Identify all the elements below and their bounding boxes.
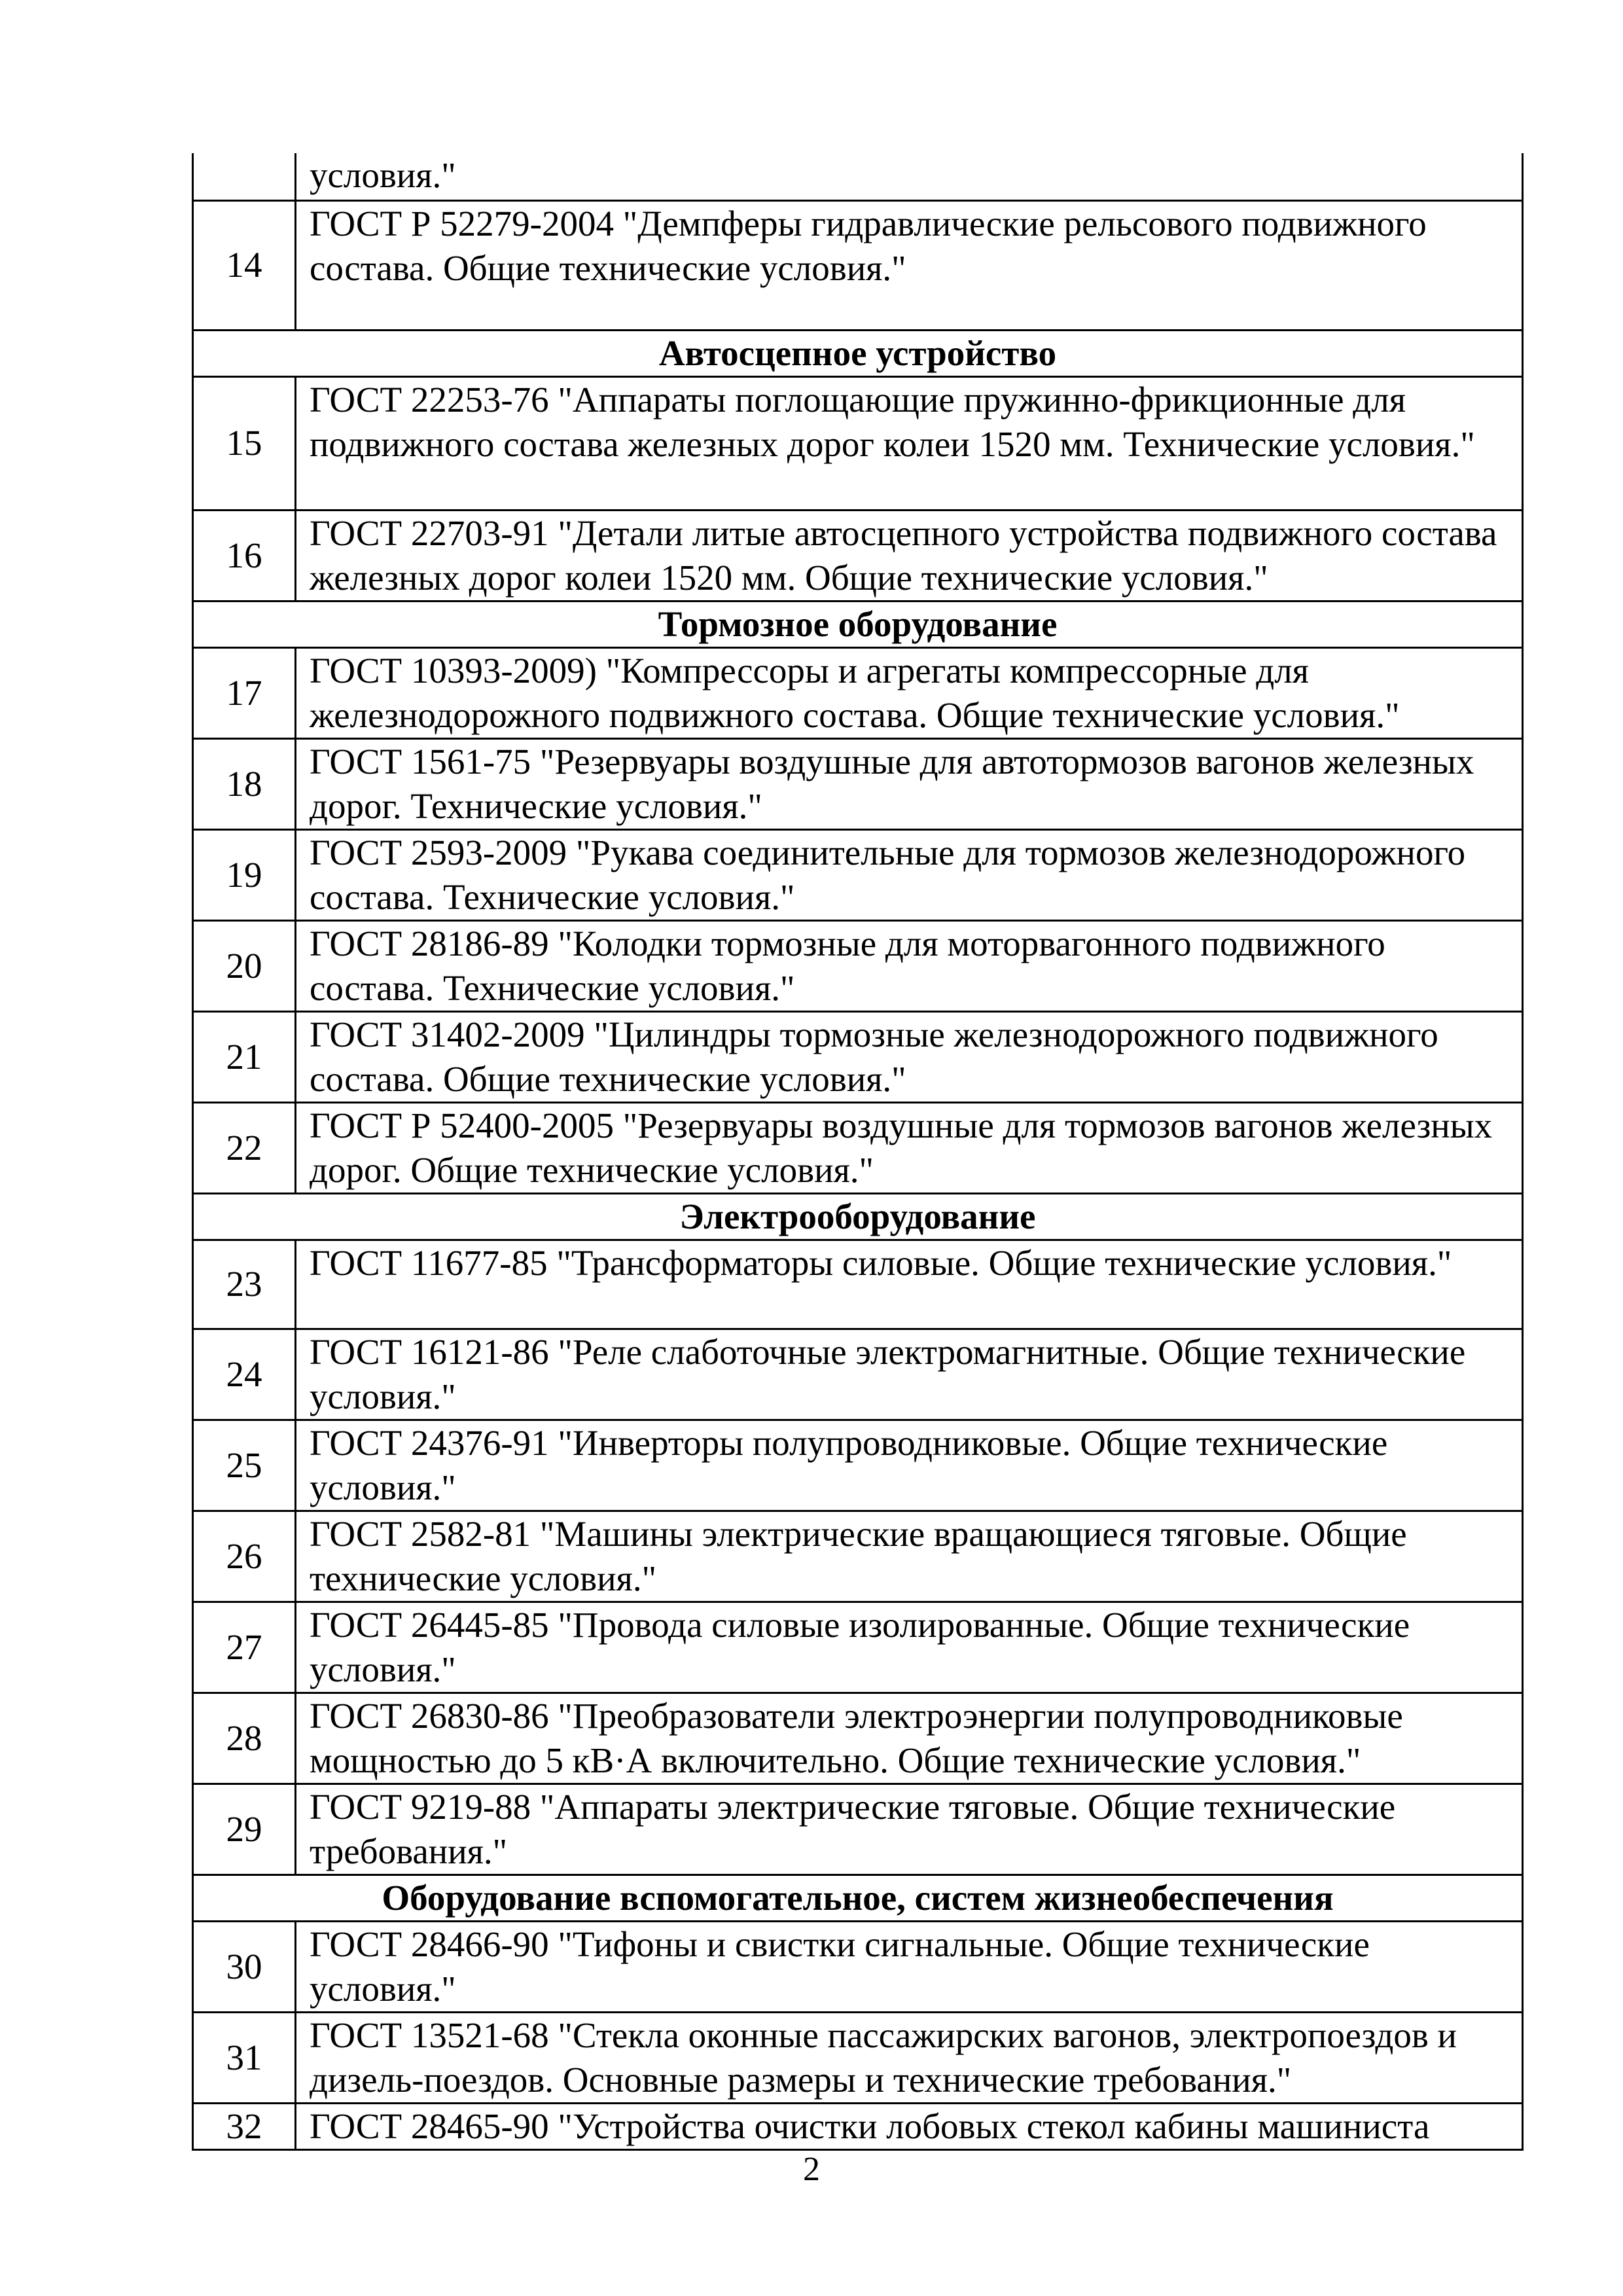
standards-table <box>192 153 1524 2151</box>
standard-description: ГОСТ 16121-86 "Реле слаботочные электромагнитные. Общие технические условия." <box>296 1329 1523 1420</box>
row-number: 15 <box>193 376 296 510</box>
standard-description: ГОСТ 2582-81 "Машины электрические вращающиеся тяговые. Общие технические условия." <box>296 1511 1523 1602</box>
row-number: 29 <box>193 1784 296 1874</box>
row-number: 30 <box>193 1921 296 2012</box>
section-header-row <box>193 330 1523 376</box>
row-number: 22 <box>193 1102 296 1193</box>
table-row <box>193 738 1523 829</box>
standard-description: ГОСТ 22703-91 "Детали литые автосцепного устройства подвижного состава железных дорог колеи 1520 мм. Общие технические условия." <box>296 510 1523 601</box>
table-row <box>193 1240 1523 1329</box>
table-row <box>193 1329 1523 1420</box>
table-row <box>193 376 1523 510</box>
row-number: 19 <box>193 829 296 920</box>
standard-description: ГОСТ 31402-2009 "Цилиндры тормозные железнодорожного подвижного состава. Общие технические условия." <box>296 1011 1523 1102</box>
section-header: Электрооборудование <box>193 1193 1523 1240</box>
page-number: 2 <box>803 2151 820 2188</box>
table-row <box>193 1011 1523 1102</box>
table-row <box>193 2103 1523 2149</box>
section-header-row <box>193 1874 1523 1921</box>
table-row <box>193 647 1523 738</box>
row-number: 32 <box>193 2103 296 2149</box>
row-number: 23 <box>193 1240 296 1329</box>
row-number: 20 <box>193 920 296 1011</box>
section-header: Оборудование вспомогательное, систем жизнеобеспечения <box>193 1874 1523 1921</box>
row-number <box>193 153 296 200</box>
section-header-row <box>193 601 1523 647</box>
row-number: 26 <box>193 1511 296 1602</box>
standard-description: ГОСТ 26830-86 "Преобразователи электроэнергии полупроводниковые мощностью до 5 кВ·А включительно. Общие технические условия." <box>296 1693 1523 1784</box>
standard-description: ГОСТ 26445-85 "Провода силовые изолированные. Общие технические условия." <box>296 1602 1523 1693</box>
table-row <box>193 1921 1523 2012</box>
standard-description: ГОСТ 9219-88 "Аппараты электрические тяговые. Общие технические требования." <box>296 1784 1523 1874</box>
standard-description: ГОСТ 28466-90 "Тифоны и свистки сигнальные. Общие технические условия." <box>296 1921 1523 2012</box>
standard-description: ГОСТ Р 52400-2005 "Резервуары воздушные для тормозов вагонов железных дорог. Общие технические условия." <box>296 1102 1523 1193</box>
section-header: Автосцепное устройство <box>193 330 1523 376</box>
standard-description: ГОСТ 11677-85 "Трансформаторы силовые. Общие технические условия." <box>296 1240 1523 1329</box>
standard-description: ГОСТ 28465-90 "Устройства очистки лобовых стекол кабины машиниста <box>296 2103 1523 2149</box>
standard-description: ГОСТ 10393-2009) "Компрессоры и агрегаты компрессорные для железнодорожного подвижного состава. Общие технические условия." <box>296 647 1523 738</box>
row-number: 25 <box>193 1420 296 1511</box>
table-row <box>193 829 1523 920</box>
table-row <box>193 510 1523 601</box>
row-number: 24 <box>193 1329 296 1420</box>
row-number: 31 <box>193 2012 296 2103</box>
row-number: 16 <box>193 510 296 601</box>
table-row <box>193 1102 1523 1193</box>
standard-description: ГОСТ 28186-89 "Колодки тормозные для моторвагонного подвижного состава. Технические условия." <box>296 920 1523 1011</box>
standard-description: ГОСТ Р 52279-2004 "Демпферы гидравлические рельсового подвижного состава. Общие технические условия." <box>296 200 1523 330</box>
standards-table-body <box>193 153 1523 2149</box>
row-number: 17 <box>193 647 296 738</box>
section-header-row <box>193 1193 1523 1240</box>
table-row <box>193 1511 1523 1602</box>
standard-description: ГОСТ 24376-91 "Инверторы полупроводниковые. Общие технические условия." <box>296 1420 1523 1511</box>
row-number: 28 <box>193 1693 296 1784</box>
standard-description: ГОСТ 22253-76 "Аппараты поглощающие пружинно-фрикционные для подвижного состава железных дорог колеи 1520 мм. Технические условия." <box>296 376 1523 510</box>
table-row <box>193 1420 1523 1511</box>
standard-description: условия." <box>296 153 1523 200</box>
standard-description: ГОСТ 2593-2009 "Рукава соединительные для тормозов железнодорожного состава. Технические условия." <box>296 829 1523 920</box>
row-number: 18 <box>193 738 296 829</box>
row-number: 21 <box>193 1011 296 1102</box>
table-row <box>193 1784 1523 1874</box>
table-row <box>193 1602 1523 1693</box>
standard-description: ГОСТ 1561-75 "Резервуары воздушные для автотормозов вагонов железных дорог. Технические условия." <box>296 738 1523 829</box>
table-row <box>193 200 1523 330</box>
row-number: 27 <box>193 1602 296 1693</box>
table-row <box>193 153 1523 200</box>
table-row <box>193 920 1523 1011</box>
standard-description: ГОСТ 13521-68 "Стекла оконные пассажирских вагонов, электропоездов и дизель-поездов. Основные размеры и технические требования." <box>296 2012 1523 2103</box>
table-row <box>193 1693 1523 1784</box>
row-number: 14 <box>193 200 296 330</box>
section-header: Тормозное оборудование <box>193 601 1523 647</box>
table-row <box>193 2012 1523 2103</box>
